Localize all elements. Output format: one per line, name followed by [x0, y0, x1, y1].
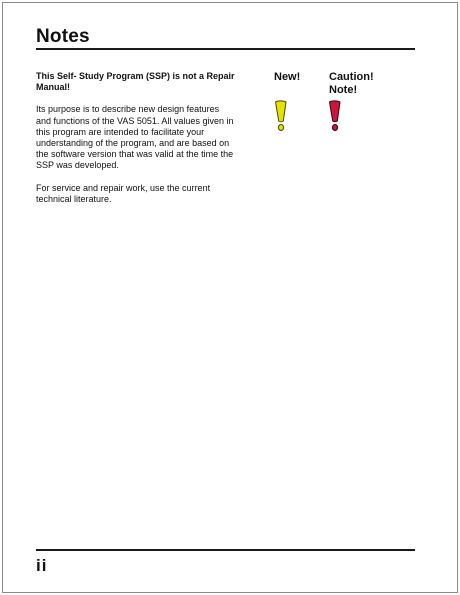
legend-caution-label: Caution! Note! [329, 71, 374, 96]
header-rule [36, 48, 415, 50]
body-text [36, 71, 236, 216]
exclamation-dot-new [278, 125, 283, 131]
service-paragraph: For service and repair work, use the current technical literature. [36, 182, 211, 204]
exclamation-icon [274, 100, 288, 132]
purpose-paragraph: Its purpose is to describe new design features and functions of the VAS 5051. All values given in this program are intended to facilitate your understanding of the program, and are based on the software version that was valid at the time the SSP was developed. [36, 104, 234, 171]
exclamation-bar-caution [330, 101, 341, 122]
legend-caution [329, 71, 374, 97]
exclamation-dot-caution [332, 125, 337, 131]
exclamation-icon [328, 100, 342, 132]
legend-new [274, 71, 300, 84]
footer-rule [36, 549, 415, 551]
legend-new-label: New! [274, 71, 301, 83]
page-number: ii [36, 556, 48, 575]
page-title: Notes [36, 26, 90, 47]
intro-warning: This Self- Study Program (SSP) is not a Repair Manual! [36, 71, 235, 93]
exclamation-bar-new [276, 101, 287, 122]
